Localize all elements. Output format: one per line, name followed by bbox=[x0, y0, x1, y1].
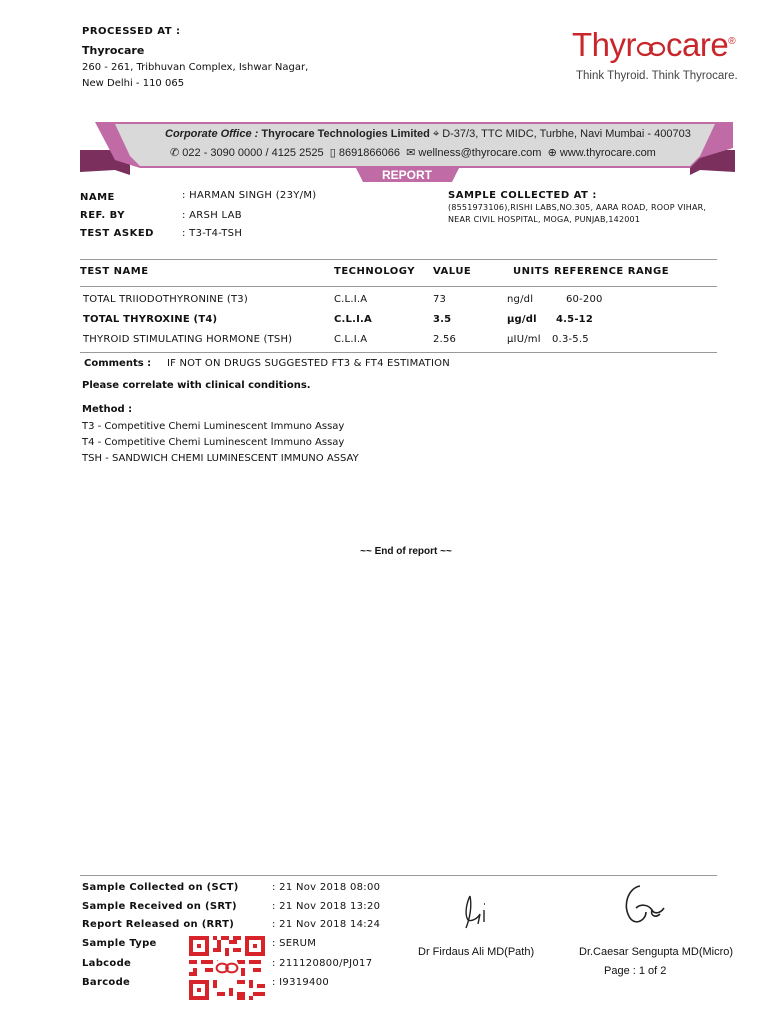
name-value: HARMAN SINGH (23Y/M) bbox=[189, 190, 317, 201]
th-reference-range: REFERENCE RANGE bbox=[554, 266, 670, 277]
method-line: TSH - SANDWICH CHEMI LUMINESCENT IMMUNO ASSAY bbox=[82, 453, 359, 464]
table-top-rule bbox=[80, 259, 717, 260]
cell-value: 73 bbox=[433, 294, 447, 305]
labcode-value: 211120800/PJ017 bbox=[279, 958, 373, 969]
footer-value bbox=[272, 919, 380, 930]
comments-text: IF NOT ON DRUGS SUGGESTED FT3 & FT4 ESTIMATION bbox=[167, 358, 450, 369]
cell-units: µg/dl bbox=[507, 314, 537, 325]
corporate-phone: 022 - 3090 0000 / 4125 2525 bbox=[182, 147, 324, 159]
cell-test-name: TOTAL TRIIODOTHYRONINE (T3) bbox=[83, 294, 248, 305]
test-asked-value: T3-T4-TSH bbox=[189, 228, 243, 239]
sample-address-line-2: NEAR CIVIL HOSPITAL, MOGA, PUNJAB,142001 bbox=[448, 215, 641, 224]
name-value-row bbox=[182, 190, 316, 201]
cell-test-name: TOTAL THYROXINE (T4) bbox=[83, 314, 218, 325]
corporate-address: D-37/3, TTC MIDC, Turbhe, Navi Mumbai - 400703 bbox=[442, 128, 691, 140]
doctor-1-name: Dr Firdaus Ali MD(Path) bbox=[418, 946, 535, 958]
colon: : bbox=[272, 919, 276, 930]
corporate-office-line bbox=[165, 128, 691, 141]
location-pin-icon: ⌖ bbox=[432, 128, 440, 140]
srt-value: 21 Nov 2018 13:20 bbox=[279, 901, 381, 912]
th-test-name: TEST NAME bbox=[80, 266, 149, 277]
footer-label: Sample Received on (SRT) bbox=[82, 901, 237, 912]
barcode-value: I9319400 bbox=[279, 977, 330, 988]
corporate-website: www.thyrocare.com bbox=[559, 147, 656, 159]
comments-label bbox=[84, 358, 151, 369]
company-name: Thyrocare Technologies Limited bbox=[261, 128, 430, 140]
signature-doctor-1 bbox=[458, 888, 498, 934]
colon: : bbox=[182, 190, 186, 201]
rrt-value: 21 Nov 2018 14:24 bbox=[279, 919, 381, 930]
colon: : bbox=[182, 228, 186, 239]
sct-value: 21 Nov 2018 08:00 bbox=[279, 882, 381, 893]
corporate-email: wellness@thyrocare.com bbox=[418, 147, 542, 159]
cell-reference-range: 60-200 bbox=[566, 294, 603, 305]
corporate-office-label: Corporate Office : bbox=[165, 128, 259, 140]
footer-label: Report Released on (RRT) bbox=[82, 919, 235, 930]
footer-label: Sample Collected on (SCT) bbox=[82, 882, 239, 893]
cell-test-name: THYROID STIMULATING HORMONE (TSH) bbox=[83, 334, 293, 345]
sample-type-value: SERUM bbox=[279, 938, 317, 949]
table-header-rule bbox=[80, 286, 717, 287]
footer-value bbox=[272, 938, 316, 949]
ref-value: ARSH LAB bbox=[189, 210, 242, 221]
address-line-1: 260 - 261, Tribhuvan Complex, Ishwar Nagar, bbox=[82, 62, 309, 73]
qr-code bbox=[189, 936, 265, 1000]
cell-units: ng/dl bbox=[507, 294, 534, 305]
colon: : bbox=[272, 901, 276, 912]
colon: : bbox=[272, 958, 276, 969]
cell-technology: C.L.I.A bbox=[334, 294, 368, 305]
corporate-contact-line bbox=[170, 146, 656, 159]
footer-label: Labcode bbox=[82, 958, 132, 969]
logo-tagline: Think Thyroid. Think Thyrocare. bbox=[576, 70, 738, 82]
ref-value-row bbox=[182, 210, 242, 221]
colon: : bbox=[272, 938, 276, 949]
colon: : bbox=[182, 210, 186, 221]
th-value: VALUE bbox=[433, 266, 472, 277]
th-technology: TECHNOLOGY bbox=[334, 266, 415, 277]
method-line: T4 - Competitive Chemi Luminescent Immuno Assay bbox=[82, 437, 345, 448]
processed-at-name: Thyrocare bbox=[82, 44, 145, 57]
footer-value bbox=[272, 901, 380, 912]
logo-text-1: Thyr bbox=[572, 26, 636, 63]
globe-icon: ⊕ bbox=[547, 147, 557, 159]
logo-infinity-icon bbox=[636, 38, 666, 58]
report-tag: REPORT bbox=[381, 168, 432, 182]
test-asked-label: TEST ASKED bbox=[80, 228, 154, 239]
email-icon: ✉ bbox=[406, 147, 416, 159]
cell-reference-range: 4.5-12 bbox=[556, 314, 593, 325]
address-line-2: New Delhi - 110 065 bbox=[82, 78, 185, 89]
footer-label: Sample Type bbox=[82, 938, 157, 949]
footer-value bbox=[272, 958, 372, 969]
table-bottom-rule bbox=[80, 352, 717, 353]
sample-collected-label: SAMPLE COLLECTED AT : bbox=[448, 190, 597, 201]
cell-value: 2.56 bbox=[433, 334, 457, 345]
sample-address-line-1: (8551973106),RISHI LABS,NO.305, AARA ROAD, ROOP VIHAR, bbox=[448, 203, 707, 212]
sample-collected-address bbox=[448, 202, 738, 226]
processed-at-address bbox=[82, 60, 308, 92]
mobile-icon: ▯ bbox=[329, 147, 336, 159]
page-number: Page : 1 of 2 bbox=[604, 965, 667, 977]
colon: : bbox=[272, 977, 276, 988]
cell-reference-range: 0.3-5.5 bbox=[552, 334, 589, 345]
th-units: UNITS bbox=[513, 266, 550, 277]
thyrocare-logo bbox=[572, 26, 735, 64]
footer-label: Barcode bbox=[82, 977, 131, 988]
footer-value bbox=[272, 977, 329, 988]
corporate-mobile: 8691866066 bbox=[338, 147, 401, 159]
registered-mark: ® bbox=[728, 36, 736, 47]
footer-value bbox=[272, 882, 380, 893]
signature-doctor-2 bbox=[618, 878, 668, 930]
cell-units: µIU/ml bbox=[507, 334, 541, 345]
cell-technology: C.L.I.A bbox=[334, 314, 372, 325]
correlate-note: Please correlate with clinical conditions. bbox=[82, 380, 311, 391]
method-line: T3 - Competitive Chemi Luminescent Immuno Assay bbox=[82, 421, 345, 432]
comments-label-text: Comments : bbox=[84, 358, 152, 369]
cell-technology: C.L.I.A bbox=[334, 334, 368, 345]
name-label: NAME bbox=[80, 192, 115, 203]
test-asked-row bbox=[182, 228, 242, 239]
end-of-report: ~~ End of report ~~ bbox=[360, 546, 452, 557]
doctor-2-name: Dr.Caesar Sengupta MD(Micro) bbox=[579, 946, 734, 958]
processed-at-label: PROCESSED AT : bbox=[82, 26, 181, 37]
method-label: Method : bbox=[82, 404, 133, 415]
colon: : bbox=[272, 882, 276, 893]
phone-icon: ✆ bbox=[170, 147, 180, 159]
ref-label: REF. BY bbox=[80, 210, 125, 221]
footer-rule bbox=[80, 875, 717, 876]
cell-value: 3.5 bbox=[433, 314, 452, 325]
logo-text-2: care bbox=[666, 26, 729, 63]
